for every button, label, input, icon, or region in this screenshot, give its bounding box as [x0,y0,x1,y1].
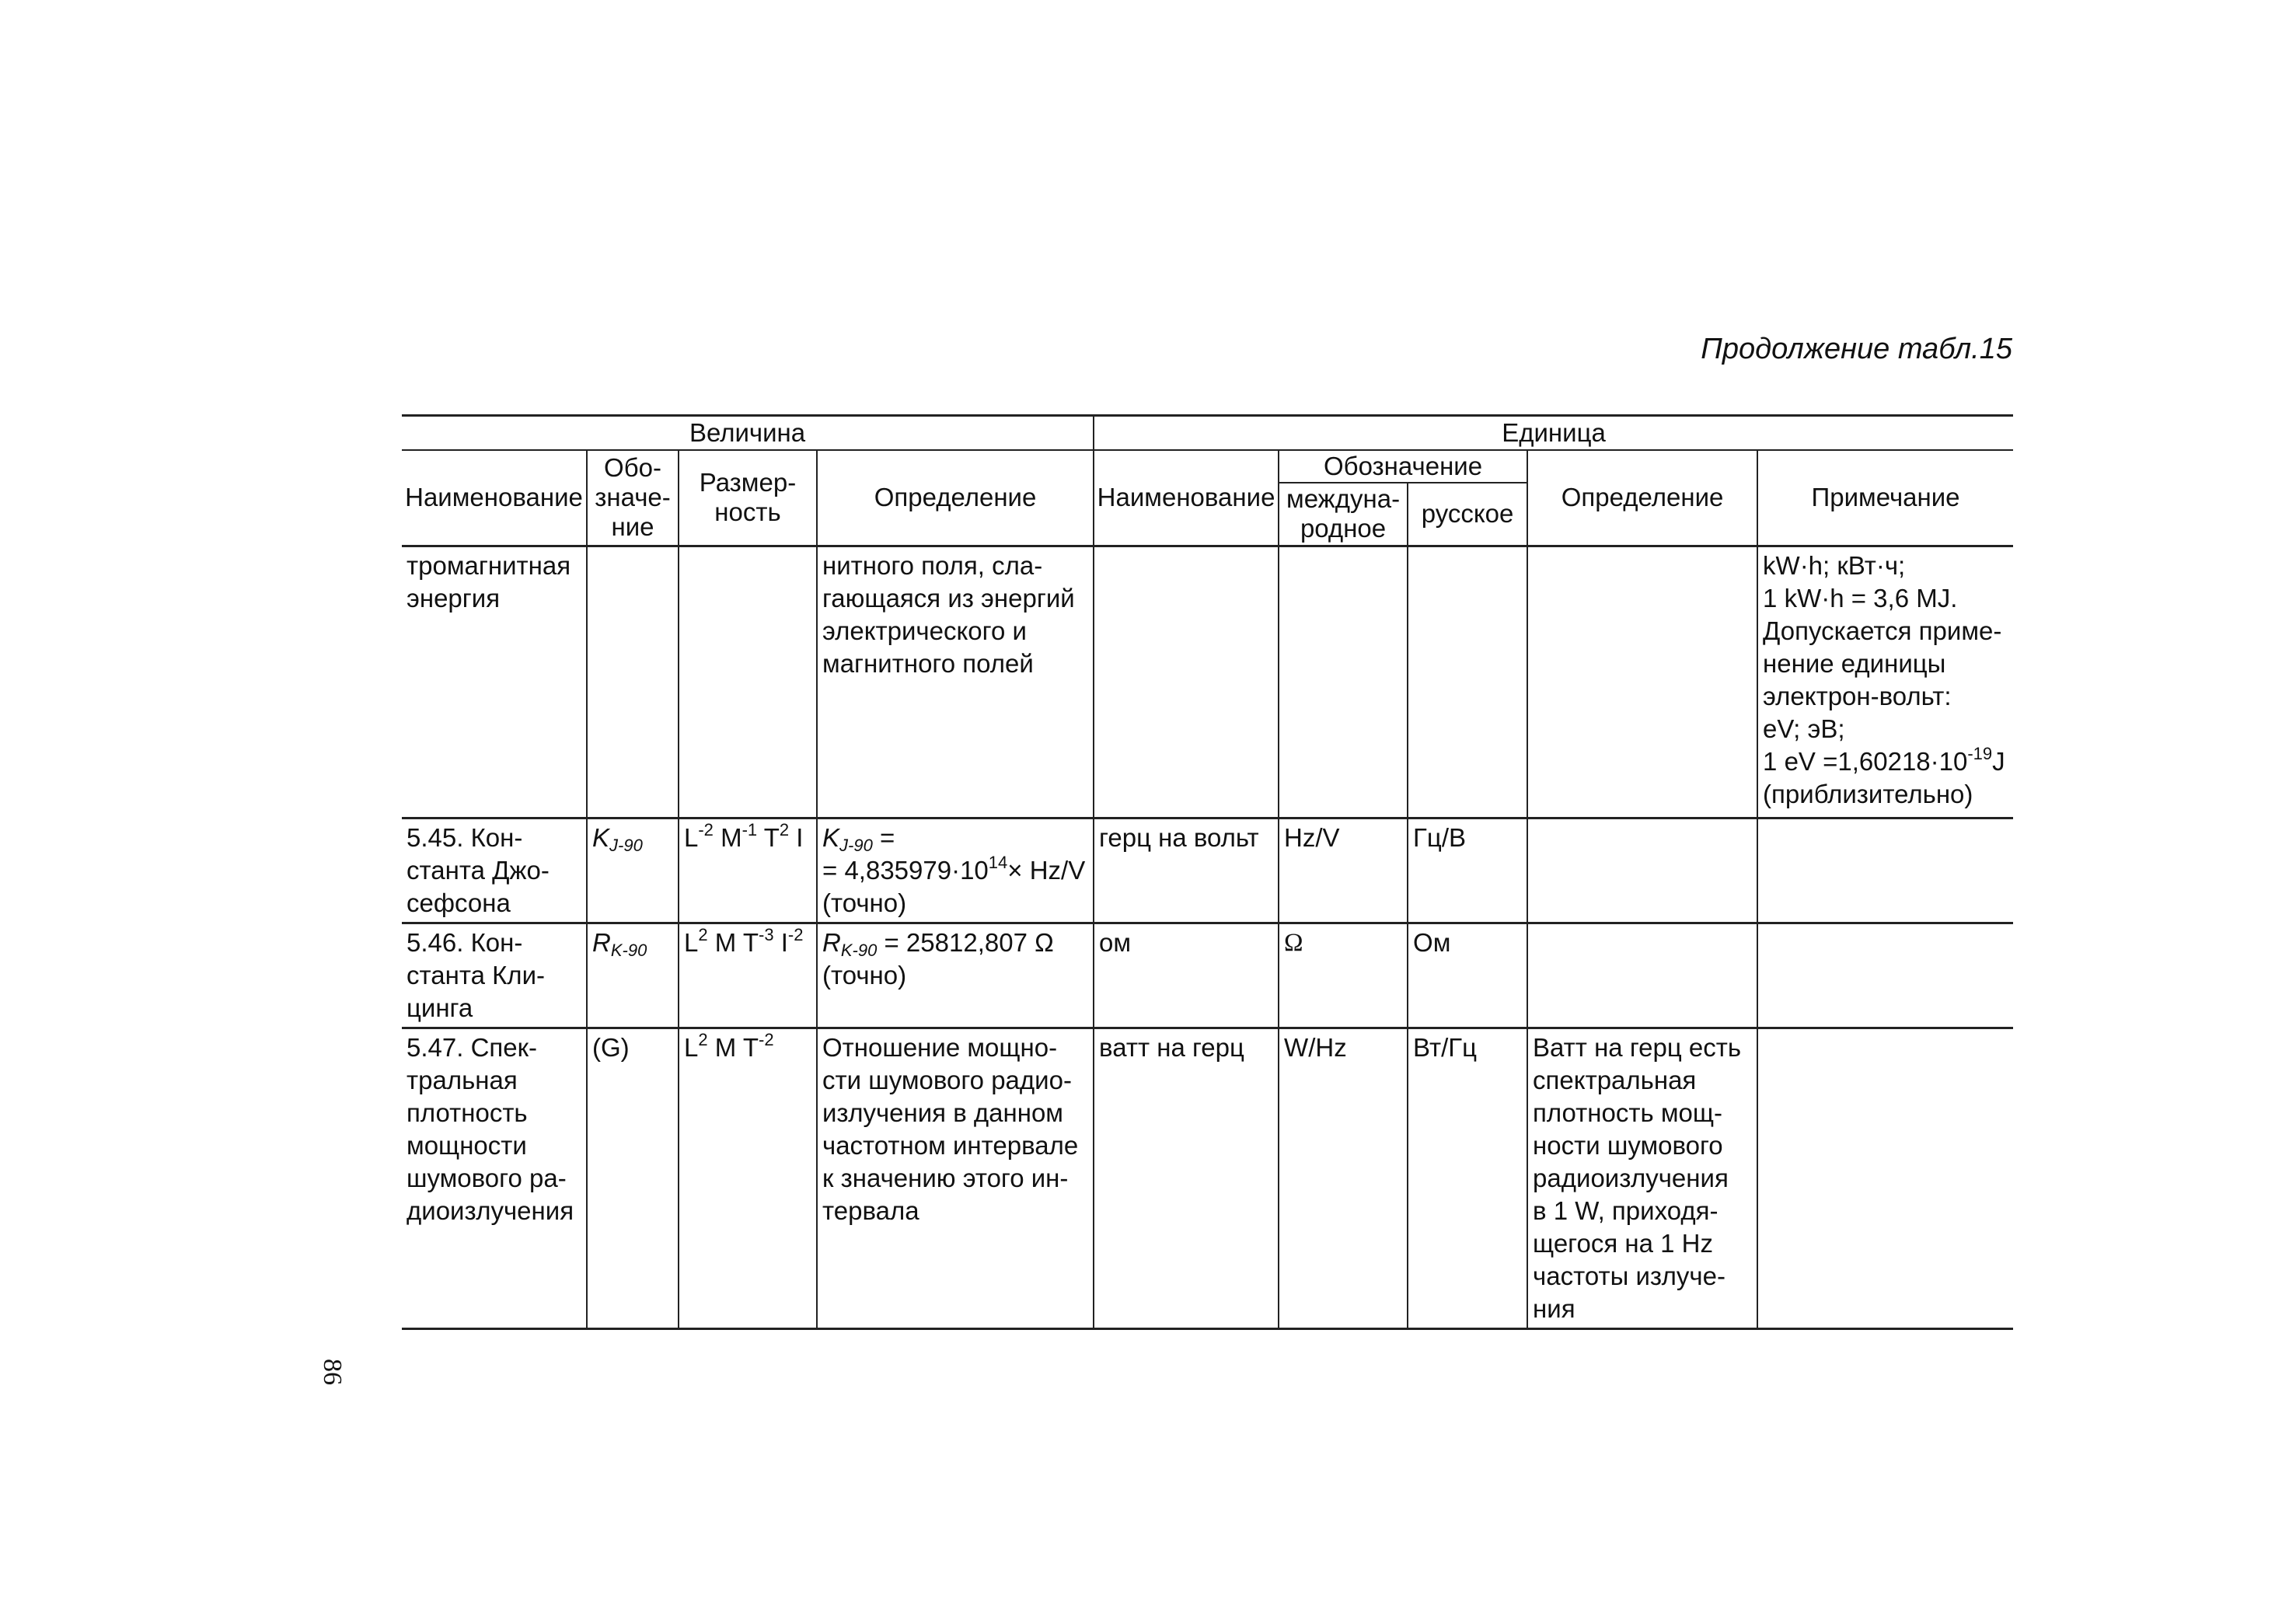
header-u-note: Примечание [1757,450,2013,546]
cell-dimension: $L^{-2}$ $M^{-1}$ $T^2$ I [679,818,817,923]
cell-unit-definition: Ватт на герц есть спектральная плотность мощ- ности шумового радиоизлучения в 1 W, приходя- щегося на 1 Hz частоты излуче- ния [1527,1028,1757,1329]
cell-rus: Ом [1408,923,1527,1028]
cell-definition: Отношение мощно- сти шумового радио- излучения в данном частотном интервале к значению этого ин- тервала [817,1028,1094,1329]
cell-name: тромагнитная энергия [402,546,587,818]
header-u-intl: междуна- родное [1279,483,1408,546]
cell-definition: нитного поля, сла- гающаяся из энергий электрического и магнитного полей [817,546,1094,818]
table-row [402,818,2013,923]
cell-note [1757,818,2013,923]
cell-rus: Гц/В [1408,818,1527,923]
page-number: 86 [318,1359,347,1385]
cell-unit-definition [1527,546,1757,818]
cell-intl: Ω [1279,923,1408,1028]
cell-intl: Hz/V [1279,818,1408,923]
cell-symbol [587,546,679,818]
cell-unit-name: ом [1094,923,1279,1028]
header-unit: Единица [1094,416,2013,450]
cell-note: kW·h; кВт·ч; 1 kW·h = 3,6 MJ. Допускается приме- нение единицы электрон-вольт: eV; эВ; 1 eV $=1,60218\cdot 10^{-19}J$ (приблизительно) [1757,546,2013,818]
cell-name: 5.47. Спек- тральная плотность мощности шумового ра- диоизлучения [402,1028,587,1329]
header-q-definition: Определение [817,450,1094,546]
cell-dimension [679,546,817,818]
cell-unit-definition [1527,818,1757,923]
header-u-name: Наименование [1094,450,1279,546]
cell-name: 5.45. Кон- станта Джо- сефсона [402,818,587,923]
header-u-rus: русское [1408,483,1527,546]
header-q-name: Наименование [402,450,587,546]
cell-definition: $R_{K-90} = 25812,807$ Ω (точно) [817,923,1094,1028]
cell-name: 5.46. Кон- станта Кли- цинга [402,923,587,1028]
cell-symbol: (G) [587,1028,679,1329]
header-u-definition: Определение [1527,450,1757,546]
table-row [402,923,2013,1028]
table-caption: Продолжение табл.15 [1701,333,2012,365]
cell-intl [1279,546,1408,818]
cell-rus [1408,546,1527,818]
cell-unit-name: ватт на герц [1094,1028,1279,1329]
cell-unit-name [1094,546,1279,818]
cell-symbol: $K_{J-90}$ [587,818,679,923]
cell-intl: W/Hz [1279,1028,1408,1329]
header-u-designation: Обозначение [1279,450,1527,483]
units-table [402,414,2013,1330]
cell-note [1757,1028,2013,1329]
header-quantity: Величина [402,416,1094,450]
table-row [402,1028,2013,1329]
cell-definition: $K_{J-90}$ = = $4,835979\cdot 10^{14}\times Hz/V$ (точно) [817,818,1094,923]
cell-unit-name: герц на вольт [1094,818,1279,923]
cell-unit-definition [1527,923,1757,1028]
header-q-symbol: Обо- значе- ние [587,450,679,546]
cell-dimension: $L^2$ M $T^{-3}$ $I^{-2}$ [679,923,817,1028]
cell-dimension: $L^2$ M $T^{-2}$ [679,1028,817,1329]
table-row [402,546,2013,818]
cell-rus: Вт/Гц [1408,1028,1527,1329]
cell-symbol: $R_{K-90}$ [587,923,679,1028]
header-q-dimension: Размер- ность [679,450,817,546]
cell-note [1757,923,2013,1028]
